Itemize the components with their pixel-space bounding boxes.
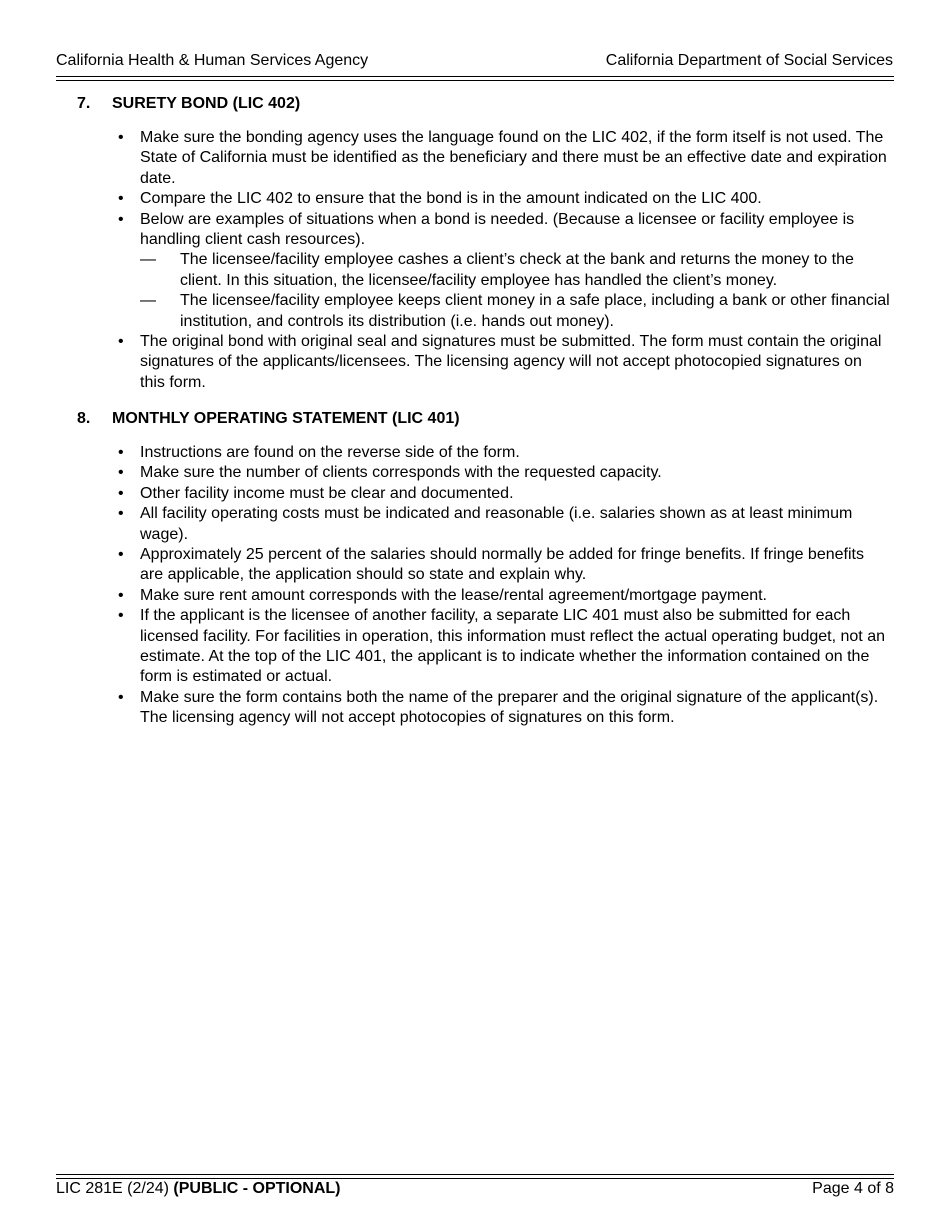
list-item bbox=[0, 484, 950, 504]
header-rule bbox=[56, 76, 894, 81]
list-item-text: Make sure the bonding agency uses the language found on the LIC 402, if the form itself is not used. The State of California must be identified as the beneficiary and there must be an effective date and expiration date. bbox=[140, 129, 887, 187]
bullet-icon: • bbox=[118, 333, 124, 351]
sub-list-item bbox=[140, 291, 890, 332]
list-item bbox=[0, 586, 950, 606]
bullet-icon: • bbox=[118, 129, 124, 146]
list-item-text: Below are examples of situations when a bond is needed. (Because a licensee or facility employee is handling client cash resources). bbox=[140, 210, 855, 249]
list-item-text: The original bond with original seal and signatures must be submitted. The form must contain the original signatures of the applicants/licensees. The licensing agency will not accept photocopied signatures on this form. bbox=[140, 333, 882, 391]
list-item-text: All facility operating costs must be indicated and reasonable (i.e. salaries shown as at least minimum wage). bbox=[140, 505, 853, 543]
list-item bbox=[0, 688, 950, 729]
page-number: Page 4 of 8 bbox=[812, 1180, 894, 1197]
surety-bond-list bbox=[0, 128, 950, 393]
section-title: MONTHLY OPERATING STATEMENT (LIC 401) bbox=[112, 410, 460, 427]
department-name: California Department of Social Services bbox=[605, 52, 893, 69]
section-number: 7. bbox=[77, 95, 91, 112]
bullet-icon: • bbox=[118, 210, 124, 228]
list-item-text: Make sure the form contains both the name of the preparer and the original signature of the applicant(s). The licensing agency will not accept photocopies of signatures on this form. bbox=[140, 688, 879, 727]
form-designation: (PUBLIC - OPTIONAL) bbox=[173, 1180, 341, 1197]
bullet-icon: • bbox=[118, 190, 124, 208]
page-header bbox=[56, 52, 893, 72]
section-number: 8. bbox=[77, 410, 91, 427]
sub-list-item-text: The licensee/facility employee keeps client money in a safe place, including a bank or other financial institution, and controls its distribution (i.e. hands out money). bbox=[180, 292, 890, 330]
section-heading bbox=[0, 409, 950, 431]
list-item bbox=[0, 545, 950, 586]
list-item bbox=[0, 504, 950, 545]
section-monthly-operating-statement bbox=[0, 409, 950, 431]
dash-icon: — bbox=[140, 292, 156, 310]
list-item-text: Make sure the number of clients corresponds with the requested capacity. bbox=[140, 464, 662, 482]
bullet-icon: • bbox=[118, 607, 124, 625]
list-item-text: Instructions are found on the reverse side of the form. bbox=[140, 444, 520, 461]
bullet-icon: • bbox=[118, 586, 124, 604]
sub-list bbox=[140, 250, 890, 332]
sub-list-item bbox=[140, 250, 890, 291]
form-id: LIC 281E (2/24) bbox=[56, 1180, 169, 1197]
list-item bbox=[0, 332, 950, 393]
agency-name: California Health & Human Services Agency bbox=[56, 52, 369, 69]
bullet-icon: • bbox=[118, 546, 124, 564]
bullet-icon: • bbox=[118, 464, 124, 482]
list-item-text: Approximately 25 percent of the salaries should normally be added for fringe benefits. If fringe benefits are applicable, the application should so state and explain why. bbox=[140, 546, 864, 584]
sub-list-item-text: The licensee/facility employee cashes a client’s check at the bank and returns the money to the client. In this situation, the licensee/facility employee has handled the client’s money. bbox=[180, 251, 854, 289]
list-item-text: Other facility income must be clear and documented. bbox=[140, 484, 514, 502]
list-item bbox=[0, 128, 950, 189]
list-item bbox=[0, 210, 950, 332]
page-footer bbox=[56, 1180, 894, 1200]
list-item-text: Compare the LIC 402 to ensure that the bond is in the amount indicated on the LIC 400. bbox=[140, 190, 762, 208]
footer-rule bbox=[56, 1174, 894, 1179]
dash-icon: — bbox=[140, 251, 156, 269]
list-item bbox=[0, 443, 950, 463]
section-surety-bond bbox=[0, 94, 950, 116]
bullet-icon: • bbox=[118, 484, 124, 502]
section-title: SURETY BOND (LIC 402) bbox=[112, 95, 301, 112]
list-item bbox=[0, 463, 950, 483]
list-item bbox=[0, 189, 950, 209]
operating-statement-list bbox=[0, 443, 950, 729]
bullet-icon: • bbox=[118, 444, 124, 461]
bullet-icon: • bbox=[118, 505, 124, 523]
bullet-icon: • bbox=[118, 688, 124, 706]
list-item-text: If the applicant is the licensee of another facility, a separate LIC 401 must also be submitted for each licensed facility. For facilities in operation, this information must reflect the actual operating budget, not an estimate. At the top of the LIC 401, the applicant is to indicate whether the information contained on the form is estimated or actual. bbox=[140, 607, 885, 686]
section-heading bbox=[0, 94, 950, 116]
form-identifier bbox=[56, 1180, 341, 1198]
list-item-text: Make sure rent amount corresponds with the lease/rental agreement/mortgage payment. bbox=[140, 586, 767, 604]
list-item bbox=[0, 606, 950, 688]
